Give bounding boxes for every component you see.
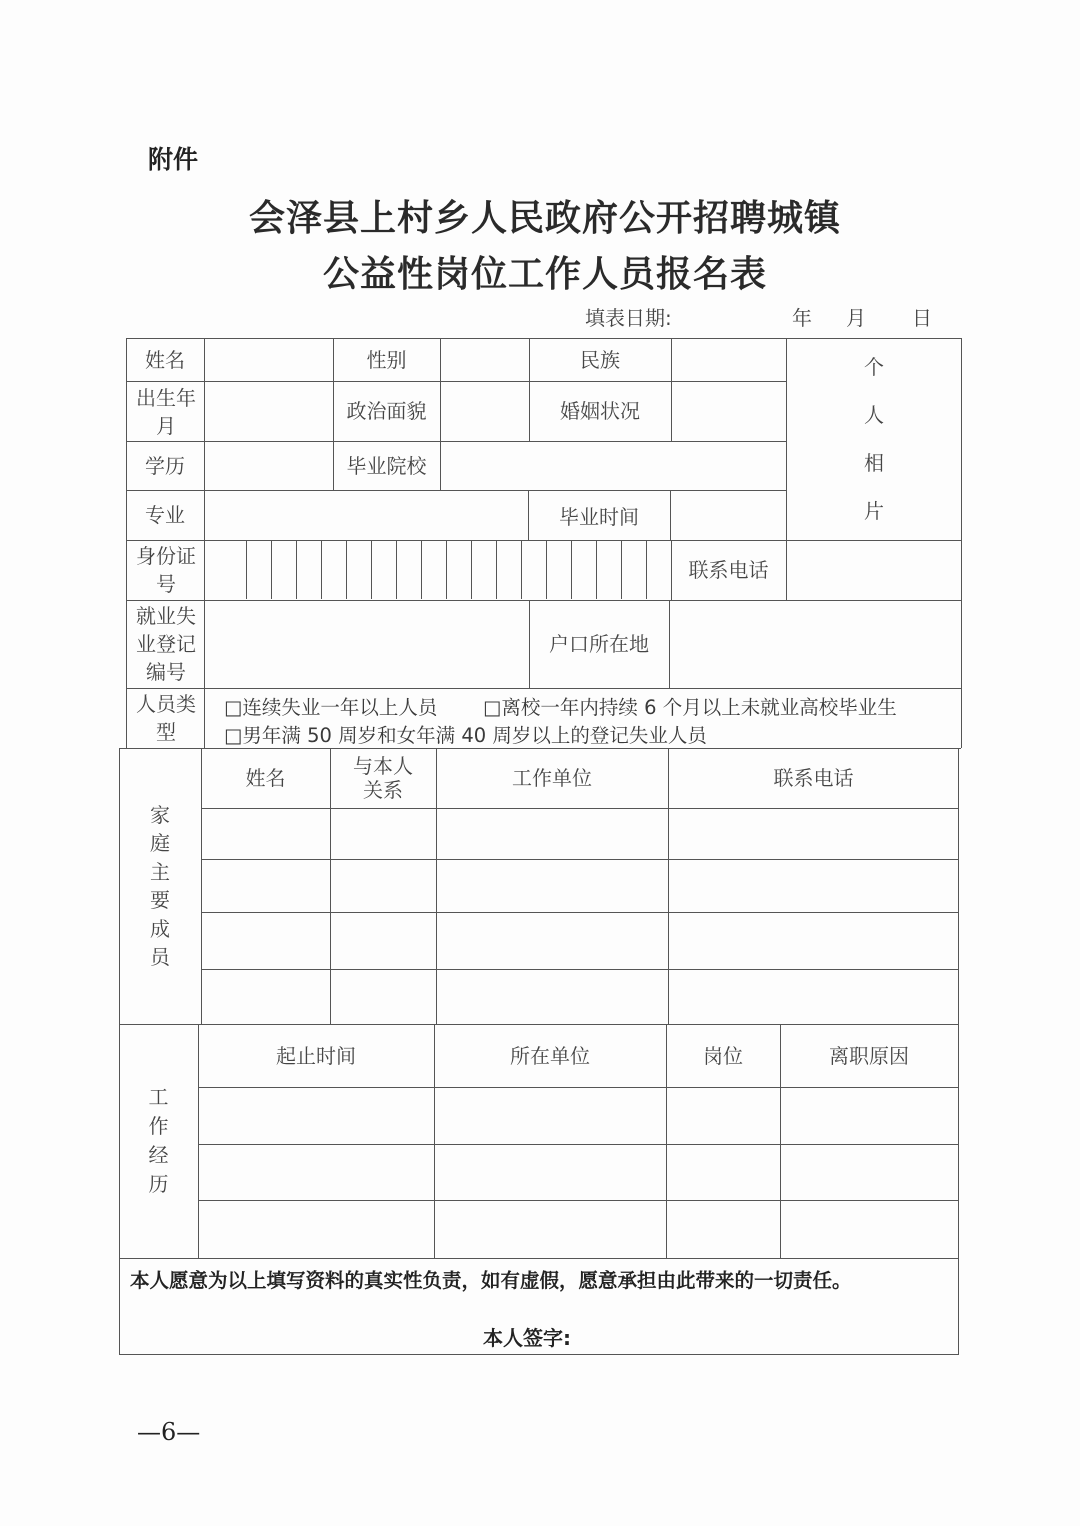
phone-label: 联系电话 — [688, 558, 769, 582]
id-digit-box[interactable] — [246, 541, 271, 599]
id-digit-box[interactable] — [546, 541, 571, 599]
grad-time-field[interactable] — [671, 491, 785, 539]
work-section-label-text: 工作经历 — [148, 1085, 169, 1196]
work-cell[interactable] — [435, 1088, 665, 1143]
person-type-option-3[interactable]: □男年满 50 周岁和女年满 40 周岁以上的登记失业人员 — [224, 724, 707, 747]
family-cell[interactable] — [331, 860, 435, 911]
fill-date-year[interactable]: 年 — [792, 306, 812, 330]
family-cell[interactable] — [437, 970, 667, 1023]
form-title-line2: 公益性岗位工作人员报名表 — [322, 253, 767, 295]
id-digit-box[interactable] — [621, 541, 646, 599]
table-border-right-upper — [961, 338, 962, 748]
signature-field[interactable] — [590, 1318, 890, 1350]
photo-label-char: 个 — [864, 355, 884, 379]
table-border-left-upper — [126, 338, 127, 748]
school-label: 毕业院校 — [346, 453, 427, 478]
person-type-option-2[interactable]: □离校一年内持续 6 个月以上未就业高校毕业生 — [483, 696, 897, 719]
work-cell[interactable] — [199, 1145, 433, 1199]
work-cell[interactable] — [781, 1088, 957, 1143]
family-cell[interactable] — [331, 809, 435, 858]
divider — [126, 688, 961, 689]
photo-label-char: 片 — [864, 499, 884, 523]
family-cell[interactable] — [331, 970, 435, 1023]
photo-label — [864, 343, 884, 535]
id-digit-box[interactable] — [421, 541, 446, 599]
major-field[interactable] — [205, 491, 527, 539]
work-cell[interactable] — [435, 1145, 665, 1199]
family-cell[interactable] — [202, 860, 329, 911]
gender-label: 性别 — [366, 347, 407, 372]
person-type-option-1[interactable]: □连续失业一年以上人员 — [224, 696, 438, 719]
marital-label: 婚姻状况 — [560, 399, 640, 423]
family-section-label — [119, 748, 201, 1024]
work-col-period: 起止时间 — [276, 1043, 356, 1068]
grad-time-label: 毕业时间 — [559, 505, 639, 529]
work-cell[interactable] — [435, 1201, 665, 1257]
family-section-label-text: 家庭主要成员 — [150, 802, 170, 969]
gender-field[interactable] — [441, 339, 528, 380]
id-digit-box[interactable] — [646, 541, 671, 599]
id-digit-box[interactable] — [346, 541, 371, 599]
id-digit-box[interactable] — [271, 541, 296, 599]
id-digit-box[interactable] — [205, 541, 246, 599]
family-cell[interactable] — [669, 860, 958, 911]
family-cell[interactable] — [437, 913, 667, 968]
family-cell[interactable] — [331, 913, 435, 968]
declaration-text: 本人愿意为以上填写资料的真实性负责，如有虚假，愿意承担由此带来的一切责任。 — [130, 1269, 852, 1292]
person-type-label: 人员类型 — [136, 692, 196, 744]
unemployment-registration-field[interactable] — [205, 601, 528, 687]
id-digit-box[interactable] — [296, 541, 321, 599]
fill-date-day[interactable]: 日 — [912, 306, 932, 330]
family-cell[interactable] — [202, 913, 329, 968]
family-cell[interactable] — [669, 913, 958, 968]
unemployment-registration-label: 就业失业登记编号 — [136, 604, 196, 684]
political-field[interactable] — [441, 382, 528, 440]
birth-label: 出生年月 — [136, 385, 196, 438]
phone-field[interactable] — [787, 541, 960, 599]
work-cell[interactable] — [781, 1145, 957, 1199]
political-label: 政治面貌 — [346, 399, 427, 423]
work-cell[interactable] — [667, 1201, 779, 1257]
table-border-right-lower — [958, 748, 959, 1354]
work-cell[interactable] — [667, 1088, 779, 1143]
work-cell[interactable] — [199, 1088, 433, 1143]
photo-box[interactable] — [787, 339, 961, 540]
family-cell[interactable] — [437, 860, 667, 911]
marital-field[interactable] — [672, 382, 785, 440]
id-digit-box[interactable] — [321, 541, 346, 599]
table-border-bottom — [119, 1354, 959, 1355]
work-col-leave-reason: 离职原因 — [829, 1043, 909, 1068]
work-cell[interactable] — [199, 1201, 433, 1257]
form-title-line1: 会泽县上村乡人民政府公开招聘城镇 — [248, 197, 841, 239]
education-field[interactable] — [205, 442, 332, 489]
fill-date-month[interactable]: 月 — [846, 306, 866, 330]
birth-field[interactable] — [205, 382, 332, 440]
name-label: 姓名 — [145, 347, 185, 372]
divider — [119, 1258, 959, 1259]
family-col-phone: 联系电话 — [773, 766, 854, 790]
work-cell[interactable] — [781, 1201, 957, 1257]
id-number-label: 身份证号 — [136, 544, 196, 596]
name-field[interactable] — [205, 339, 332, 380]
photo-label-char: 相 — [864, 451, 884, 475]
fill-date-label: 填表日期: — [585, 306, 672, 330]
hukou-field[interactable] — [670, 601, 960, 687]
ethnicity-label: 民族 — [580, 347, 620, 372]
family-cell[interactable] — [669, 970, 958, 1023]
id-digit-box[interactable] — [396, 541, 421, 599]
id-digit-box[interactable] — [371, 541, 396, 599]
family-col-relation: 与本人关系 — [353, 754, 413, 802]
id-digit-box[interactable] — [471, 541, 496, 599]
work-cell[interactable] — [667, 1145, 779, 1199]
ethnicity-field[interactable] — [672, 339, 785, 380]
id-digit-box[interactable] — [571, 541, 596, 599]
work-col-employer: 所在单位 — [510, 1043, 590, 1068]
id-digit-box[interactable] — [521, 541, 546, 599]
id-digit-box[interactable] — [446, 541, 471, 599]
work-section-label — [119, 1024, 198, 1258]
major-label: 专业 — [145, 503, 185, 527]
attachment-label: 附件 — [148, 145, 199, 174]
family-cell[interactable] — [202, 809, 329, 858]
family-cell[interactable] — [669, 809, 958, 858]
family-cell[interactable] — [437, 809, 667, 858]
id-digit-box[interactable] — [496, 541, 521, 599]
education-label: 学历 — [145, 453, 185, 478]
signature-label: 本人签字: — [483, 1326, 571, 1350]
work-col-position: 岗位 — [703, 1043, 743, 1068]
family-cell[interactable] — [202, 970, 329, 1023]
page-number: —6— — [137, 1418, 201, 1446]
school-field[interactable] — [441, 442, 785, 489]
photo-label-char: 人 — [864, 403, 884, 427]
hukou-label: 户口所在地 — [549, 632, 649, 656]
family-col-workplace: 工作单位 — [512, 766, 592, 790]
family-col-name: 姓名 — [245, 766, 286, 790]
id-digit-box[interactable] — [596, 541, 621, 599]
